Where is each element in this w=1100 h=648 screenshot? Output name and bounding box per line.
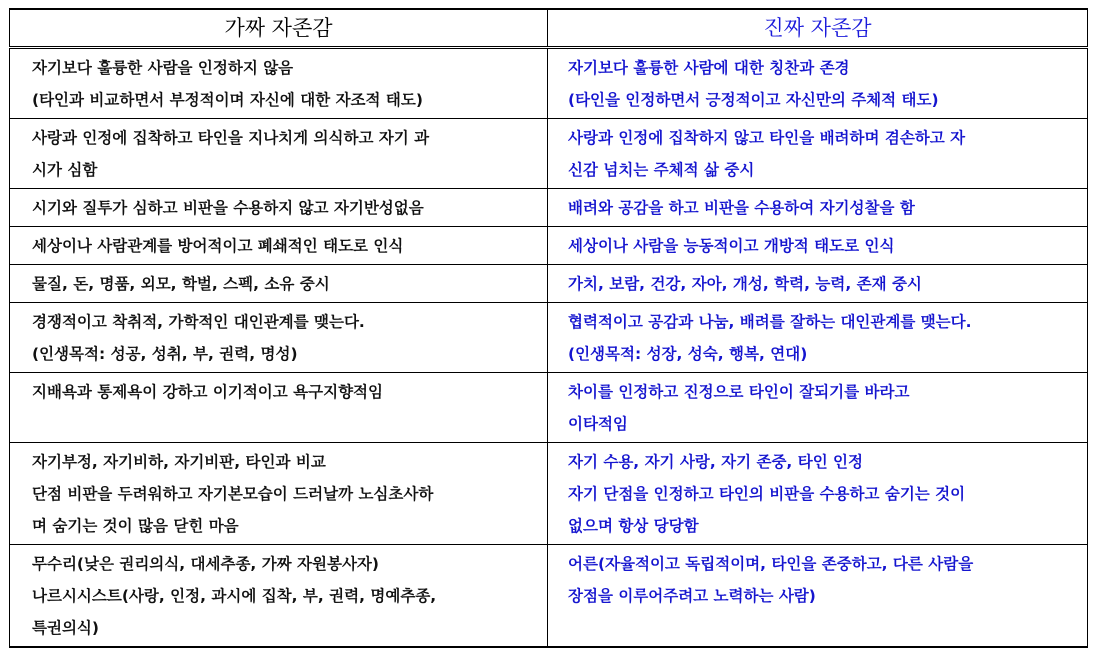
real-text-line: 차이를 인정하고 진정으로 타인이 잘되기를 바라고 <box>568 383 910 401</box>
table-row <box>10 545 1088 648</box>
fake-text-line: 경쟁적이고 착취적, 가학적인 대인관계를 맺는다. <box>32 313 365 331</box>
real-text-line: 배려와 공감을 하고 비판을 수용하여 자기성찰을 함 <box>568 199 915 217</box>
real-text-line: 장점을 이루어주려고 노력하는 사람) <box>568 587 816 605</box>
fake-cell <box>10 227 548 265</box>
real-cell <box>548 48 1088 119</box>
real-cell <box>548 545 1088 648</box>
header-row <box>10 9 1088 48</box>
fake-cell <box>10 119 548 189</box>
fake-text-line: 시기와 질투가 심하고 비판을 수용하지 않고 자기반성없음 <box>32 199 424 217</box>
real-text-line: (인생목적: 성장, 성숙, 행복, 연대) <box>568 345 808 363</box>
fake-cell <box>10 48 548 119</box>
fake-text-line: 자기보다 훌륭한 사람을 인정하지 않음 <box>32 59 294 77</box>
real-cell <box>548 265 1088 303</box>
fake-text-line: 단점 비판을 두려워하고 자기본모습이 드러날까 노심초사하 <box>32 485 434 503</box>
fake-text-line: 지배욕과 통제욕이 강하고 이기적이고 욕구지향적임 <box>32 383 383 401</box>
real-cell <box>548 443 1088 545</box>
real-text-line: 자기 수용, 자기 사랑, 자기 존중, 타인 인정 <box>568 453 864 471</box>
comparison-table <box>9 8 1088 648</box>
real-text-line: 자기 단점을 인정하고 타인의 비판을 수용하고 숨기는 것이 <box>568 485 966 503</box>
fake-text-line: 사랑과 인정에 집착하고 타인을 지나치게 의식하고 자기 과 <box>32 129 430 147</box>
fake-text-line: (타인과 비교하면서 부정적이며 자신에 대한 자조적 태도) <box>32 91 423 109</box>
table-row <box>10 119 1088 189</box>
table-row <box>10 303 1088 373</box>
real-cell <box>548 373 1088 443</box>
real-text-line: 신감 넘치는 주체적 삶 중시 <box>568 161 755 179</box>
fake-text-line: 시가 심함 <box>32 161 98 179</box>
header-real-self-esteem: 진짜 자존감 <box>548 9 1088 48</box>
real-text-line: 세상이나 사람을 능동적이고 개방적 태도로 인식 <box>568 237 895 255</box>
real-text-line: 이타적임 <box>568 415 628 433</box>
real-text-line: 협력적이고 공감과 나눔, 배려를 잘하는 대인관계를 맺는다. <box>568 313 972 331</box>
table-row <box>10 227 1088 265</box>
real-cell <box>548 303 1088 373</box>
fake-cell <box>10 265 548 303</box>
fake-cell <box>10 373 548 443</box>
table-body <box>10 48 1088 648</box>
fake-text-line: 무수리(낮은 권리의식, 대세추종, 가짜 자원봉사자) <box>32 555 379 573</box>
fake-text-line: 물질, 돈, 명품, 외모, 학벌, 스펙, 소유 중시 <box>32 275 330 293</box>
fake-cell <box>10 545 548 648</box>
real-text-line: (타인을 인정하면서 긍정적이고 자신만의 주체적 태도) <box>568 91 939 109</box>
real-cell <box>548 227 1088 265</box>
fake-text-line: 자기부정, 자기비하, 자기비판, 타인과 비교 <box>32 453 326 471</box>
table-row <box>10 443 1088 545</box>
fake-cell <box>10 189 548 227</box>
real-cell <box>548 119 1088 189</box>
header-fake-self-esteem: 가짜 자존감 <box>10 9 548 48</box>
real-text-line: 사랑과 인정에 집착하지 않고 타인을 배려하며 겸손하고 자 <box>568 129 966 147</box>
real-cell <box>548 189 1088 227</box>
real-text-line: 없으며 항상 당당함 <box>568 517 699 535</box>
table-row <box>10 373 1088 443</box>
real-text-line: 자기보다 훌륭한 사람에 대한 칭찬과 존경 <box>568 59 850 77</box>
fake-cell <box>10 443 548 545</box>
real-text-line: 가치, 보람, 건강, 자아, 개성, 학력, 능력, 존재 중시 <box>568 275 922 293</box>
table-row <box>10 189 1088 227</box>
fake-cell <box>10 303 548 373</box>
fake-text-line: 세상이나 사람관계를 방어적이고 폐쇄적인 태도로 인식 <box>32 237 404 255</box>
table-row <box>10 48 1088 119</box>
fake-text-line: 나르시시스트(사랑, 인정, 과시에 집착, 부, 권력, 명예추종, <box>32 587 437 605</box>
fake-text-line: 특권의식) <box>32 619 99 637</box>
real-text-line: 어른(자율적이고 독립적이며, 타인을 존중하고, 다른 사람을 <box>568 555 974 573</box>
table-row <box>10 265 1088 303</box>
fake-text-line: 며 숨기는 것이 많음 닫힌 마음 <box>32 517 239 535</box>
fake-text-line: (인생목적: 성공, 성취, 부, 권력, 명성) <box>32 345 298 363</box>
